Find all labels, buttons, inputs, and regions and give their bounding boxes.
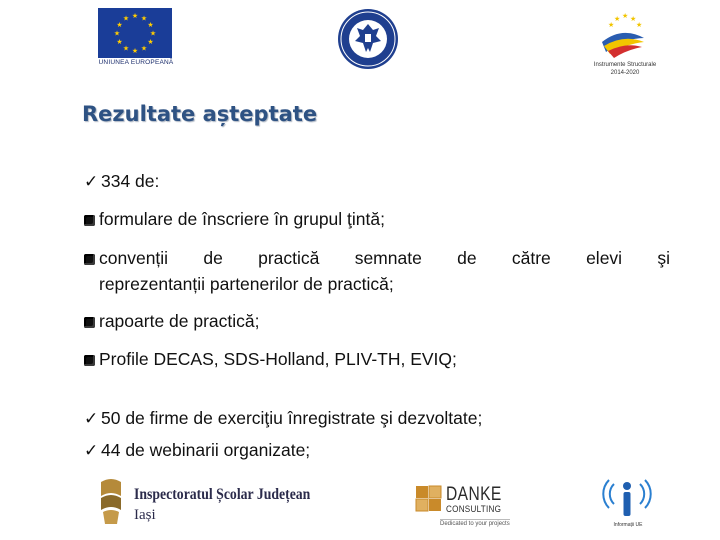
list-item-text: 50 de firme de exerciţiu înregistrate şi dezvoltate;: [101, 408, 483, 428]
list-item-text: rapoarte de practică;: [99, 311, 260, 331]
list-item: [84, 439, 310, 462]
svg-text:★: ★: [116, 38, 123, 46]
list-item-text: formulare de înscriere în grupul ţintă;: [99, 209, 385, 229]
si-caption-line1: Instrumente Structurale: [593, 62, 657, 68]
svg-text:★: ★: [116, 21, 123, 29]
list-item: [84, 247, 670, 269]
eu-flag-icon: [98, 8, 172, 58]
structural-instruments-logo-icon: [596, 8, 648, 60]
svg-text:★: ★: [147, 21, 154, 29]
list-item: [84, 170, 159, 193]
square-bullet-icon: [84, 317, 95, 328]
list-item-text-line1: convenții de practică semnate de către elevi şi: [99, 248, 670, 268]
danke-sub: CONSULTING: [446, 504, 502, 514]
structural-instruments-caption: [580, 61, 670, 77]
square-bullet-icon: [84, 215, 95, 226]
eu-caption: UNIUNEA EUROPEANĂ: [98, 59, 174, 66]
svg-text:★: ★: [630, 15, 637, 23]
danke-name: DANKE: [446, 484, 502, 505]
svg-text:★: ★: [622, 12, 629, 20]
isj-emblem-icon: [97, 476, 125, 526]
svg-text:★: ★: [140, 14, 148, 23]
list-item-text: Profile DECAS, SDS-Holland, PLIV-TH, EVIQ;: [99, 349, 457, 369]
svg-text:★: ★: [608, 21, 615, 29]
svg-text:★: ★: [614, 15, 621, 23]
svg-text:★: ★: [131, 47, 139, 55]
list-item-text: 44 de webinarii organizate;: [101, 440, 311, 460]
list-item-text: 334 de:: [101, 171, 160, 191]
svg-text:★: ★: [149, 29, 157, 38]
svg-text:★: ★: [122, 14, 130, 23]
isj-city: Iași: [134, 507, 156, 523]
check-icon: ✓: [84, 409, 99, 429]
svg-text:★: ★: [122, 44, 130, 53]
danke-logo-icon: [414, 484, 444, 524]
list-item: [84, 208, 385, 230]
square-bullet-icon: [84, 355, 95, 366]
check-icon: ✓: [84, 441, 99, 461]
page-title: Rezultate așteptate: [82, 102, 318, 126]
romanian-government-seal-icon: [337, 8, 399, 70]
svg-text:★: ★: [636, 21, 643, 29]
isj-name: Inspectoratul Școlar Județean: [134, 486, 311, 503]
square-bullet-icon: [84, 254, 95, 265]
list-item-continuation: [99, 273, 394, 295]
danke-tagline: Dedicated to your projects: [440, 521, 510, 527]
si-caption-line2: 2014-2020: [610, 70, 640, 76]
list-item: [84, 310, 260, 332]
info-caption: Informații UE: [613, 522, 643, 528]
list-item-text-line2: reprezentanții partenerilor de practică;: [99, 274, 394, 294]
list-item: [84, 348, 457, 370]
list-item: [84, 407, 482, 430]
svg-text:★: ★: [131, 12, 139, 20]
info-logo-icon: [598, 476, 656, 522]
check-icon: ✓: [84, 172, 99, 192]
svg-text:★: ★: [113, 29, 121, 38]
svg-text:★: ★: [140, 44, 148, 53]
svg-text:★: ★: [147, 38, 154, 46]
